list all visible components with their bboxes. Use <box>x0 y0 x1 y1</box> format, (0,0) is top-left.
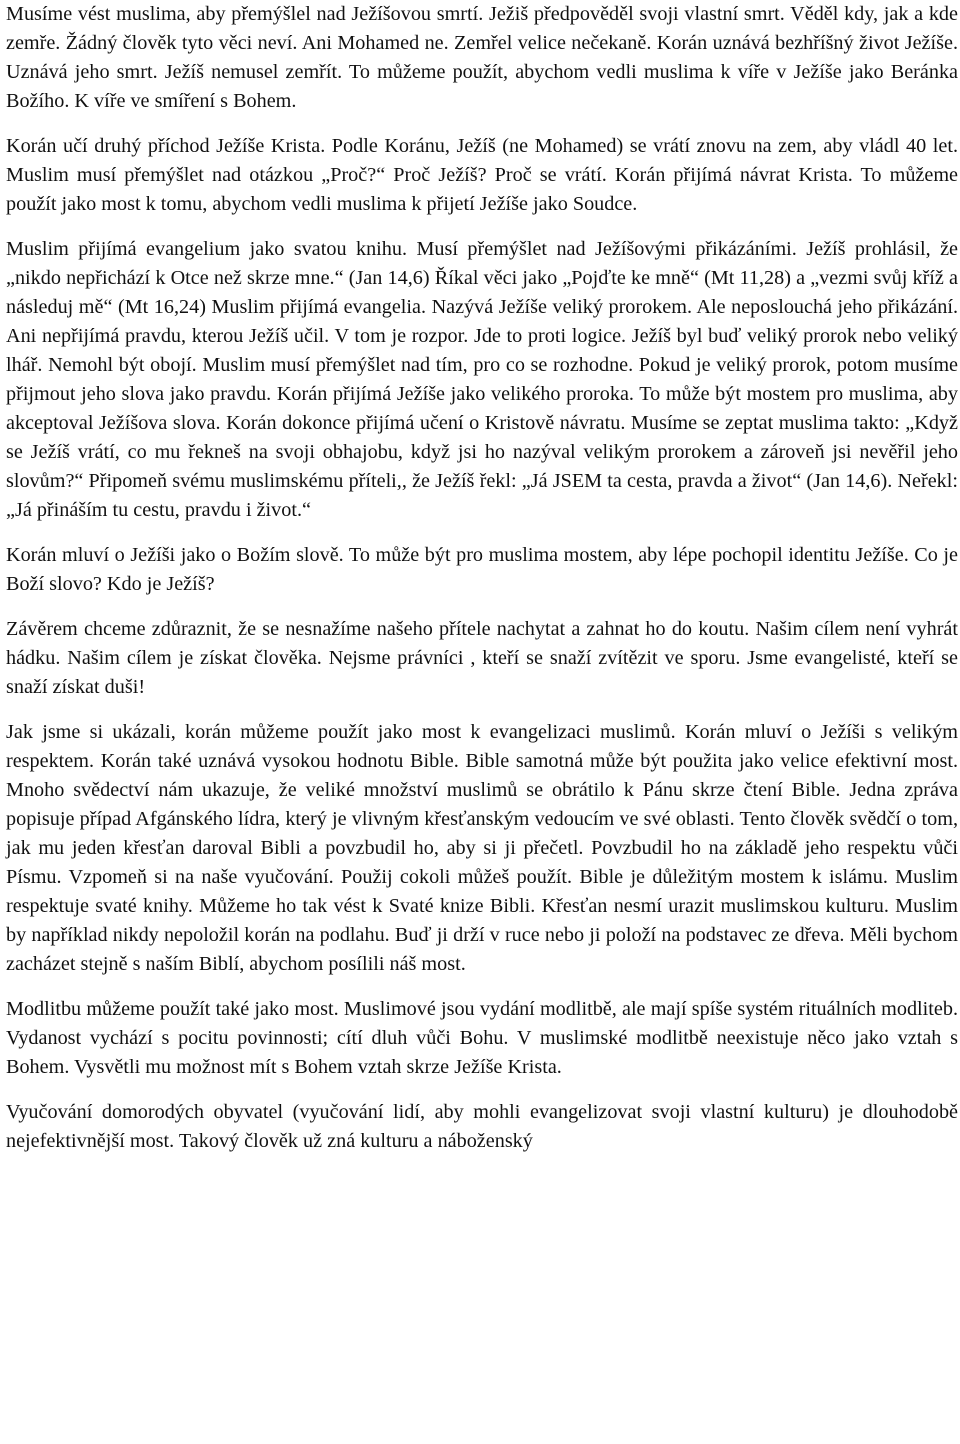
paragraph-indigenous-teaching: Vyučování domorodých obyvatel (vyučování lidí, aby mohli evangelizovat svoji vlastní kulturu) je dlouhodobě nejefektivnější most. Takový člověk už zná kulturu a náboženský <box>6 1101 958 1152</box>
paragraph-prayer-bridge: Modlitbu můžeme použít také jako most. Muslimové jsou vydání modlitbě, ale mají spíše systém rituálních modliteb. Vydanost vychází s pocitu povinnosti; cítí dluh vůči Bohu. V muslimské modlitbě neexistuje něco jako vztah s Bohem. Vysvětli mu možnost mít s Bohem vztah skrze Ježíše Krista. <box>6 998 958 1078</box>
paragraph-second-coming: Korán učí druhý příchod Ježíše Krista. Podle Koránu, Ježíš (ne Mohamed) se vrátí znovu na zem, aby vládl 40 let. Muslim musí přemýšlet nad otázkou „Proč?“ Proč Ježíš? Proč se vrátí. Korán přijímá návrat Krista. To můžeme použít jako most k tomu, abychom vedli muslima k přijetí Ježíše jako Soudce. <box>6 135 958 215</box>
paragraph-bible-bridge: Jak jsme si ukázali, korán můžeme použít jako most k evangelizaci muslimů. Korán mluví o Ježíši s velikým respektem. Korán také uznává vysokou hodnotu Bible. Bible samotná může být použita jako velice efektivní most. Mnoho svědectví nám ukazuje, že veliké množství muslimů se obrátilo k Pánu skrze čtení Bible. Jedna zpráva popisuje případ Afgánského lídra, který je vlivným křesťanským vedoucím ve své oblasti. Tento člověk svědčí o tom, jak mu jeden křesťan daroval Bibli a povzbudil ho, aby si ji přečetl. Povzbudil ho na základě jeho respektu vůči Písmu. Vzpomeň si na naše vyučování. Použij cokoli můžeš použít. Bible je důležitým mostem k islámu. Muslim respektuje svaté knihy. Můžeme ho tak vést k Svaté knize Bibli. Křesťan nesmí urazit muslimskou kulturu. Muslim by například nikdy nepoložil korán na podlahu. Buď ji drží v ruce nebo ji položí na podstavec ze dřeva. Měli bychom zacházet stejně s naším Biblí, abychom posílili náš most. <box>6 721 958 975</box>
paragraph-word-of-god: Korán mluví o Ježíši jako o Božím slově. To může být pro muslima mostem, aby lépe pochopil identitu Ježíše. Co je Boží slovo? Kdo je Ježíš? <box>6 544 958 595</box>
paragraph-gospel-commands: Muslim přijímá evangelium jako svatou knihu. Musí přemýšlet nad Ježíšovými přikázáními. Ježíš prohlásil, že „nikdo nepřichází k Otce než skrze mne.“ (Jan 14,6) Říkal věci jako „Pojďte ke mně“ (Mt 11,28) a „vezmi svůj kříž a následuj mě“ (Mt 16,24) Muslim přijímá evangelia. Nazývá Ježíše veliký prorokem. Ale neposlouchá jeho přikázání. Ani nepřijímá pravdu, kterou Ježíš učil. V tom je rozpor. Jde to proti logice. Ježíš byl buď veliký prorok nebo veliký lhář. Nemohl být obojí. Muslim musí přemýšlet nad tím, pro co se rozhodne. Pokud je veliký prorok, potom musíme přijmout jeho slova jako pravdu. Korán přijímá Ježíše jako velikého proroka. To může být mostem pro muslima, aby akceptoval Ježíšova slova. Korán dokonce přijímá učení o Kristově návratu. Musíme se zeptat muslima takto: „Když se Ježíš vrátí, co mu řekneš na svoji obhajobu, když jsi ho nazýval velikým prorokem a zároveň jsi nevěřil jeho slovům?“ Připomeň svému muslimskému příteli,, že Ježíš řekl: „Já JSEM ta cesta, pravda a život“ (Jan 14,6). Neřekl: „Já přináším tu cestu, pravdu i život.“ <box>6 238 958 521</box>
paragraph-jesus-death: Musíme vést muslima, aby přemýšlel nad Ježíšovou smrtí. Ježiš předpověděl svoji vlastní smrt. Věděl kdy, jak a kde zemře. Žádný člověk tyto věci neví. Ani Mohamed ne. Zemřel velice nečekaně. Korán uznává bezhříšný život Ježíše. Uznává jeho smrt. Ježíš nemusel zemřít. To můžeme použít, abychom vedli muslima k víře v Ježíše jako Beránka Božího. K víře ve smíření s Bohem. <box>6 3 958 112</box>
paragraph-conclusion: Závěrem chceme zdůraznit, že se nesnažíme našeho přítele nachytat a zahnat ho do koutu. Našim cílem není vyhrát hádku. Našim cílem je získat člověka. Nejsme právníci , kteří se snaží zvítězit ve sporu. Jsme evangelisté, kteří se snaží získat duši! <box>6 618 958 698</box>
document-page <box>6 0 958 1156</box>
